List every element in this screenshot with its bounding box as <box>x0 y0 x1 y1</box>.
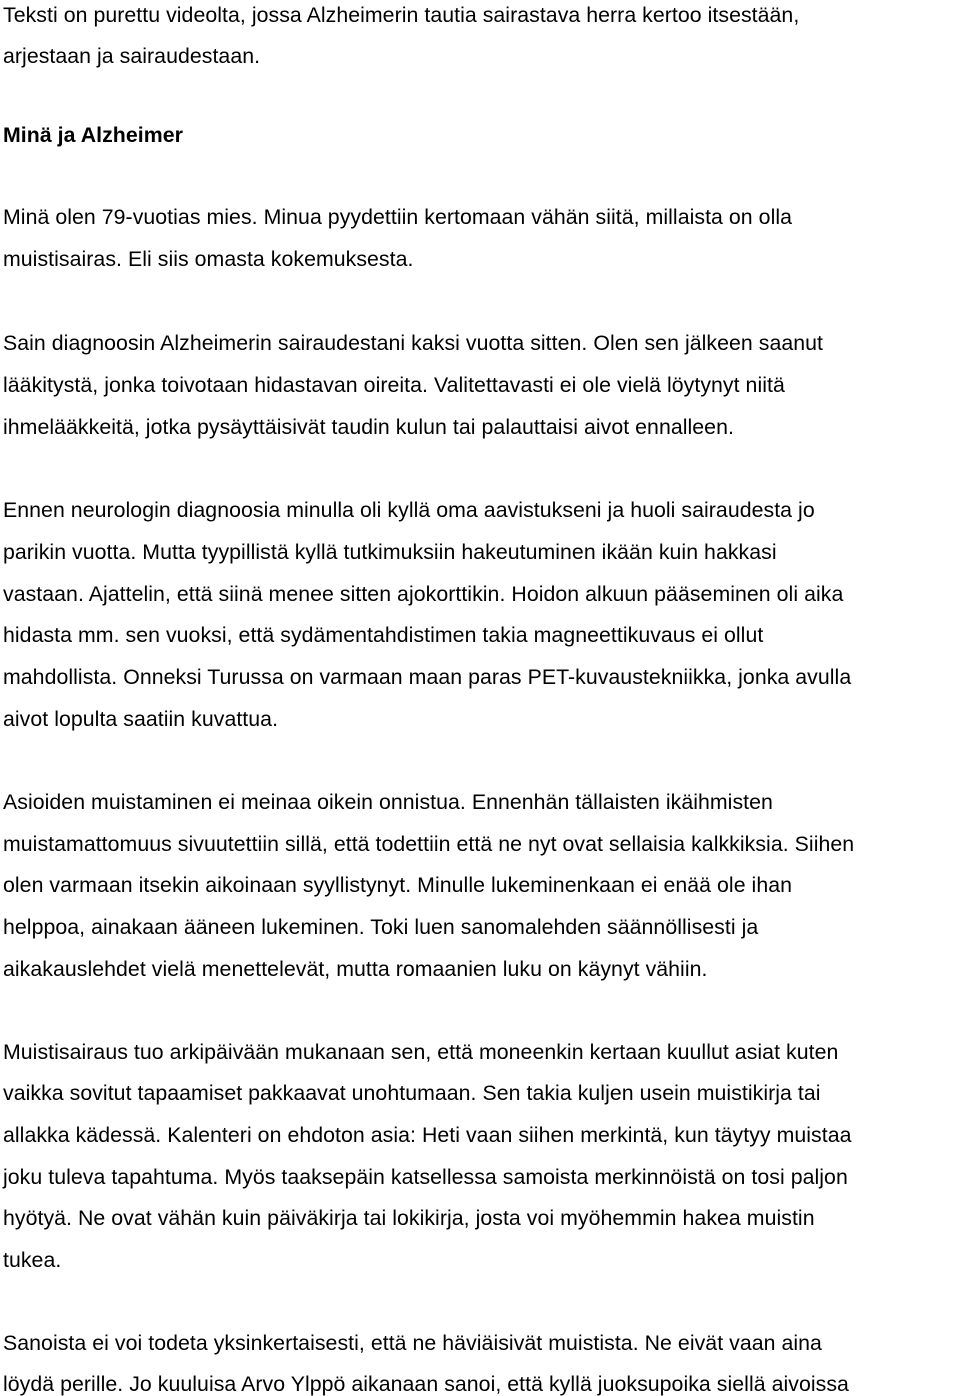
paragraph-3-line-2: parikin vuotta. Mutta tyypillistä kyllä tutkimuksiin hakeutuminen ikään kuin hakkasi <box>3 540 777 564</box>
paragraph-1-line-1: Minä olen 79-vuotias mies. Minua pyydettiin kertomaan vähän siitä, millaista on olla <box>3 205 793 229</box>
paragraph-3-line-3: vastaan. Ajattelin, että siinä menee sitten ajokorttikin. Hoidon alkuun pääseminen oli aika <box>3 582 844 606</box>
paragraph-3-line-6: aivot lopulta saatiin kuvattua. <box>3 707 279 731</box>
paragraph-5-line-4: joku tuleva tapahtuma. Myös taaksepäin katsellessa samoista merkinnöistä on tosi paljon <box>3 1165 848 1189</box>
paragraph-5-line-1: Muistisairaus tuo arkipäivään mukanaan sen, että moneenkin kertaan kuullut asiat kuten <box>3 1040 839 1064</box>
intro-line-1: Teksti on purettu videolta, jossa Alzheimerin tautia sairastava herra kertoo itsestään, <box>3 3 800 27</box>
paragraph-5-line-2: vaikka sovitut tapaamiset pakkaavat unohtumaan. Sen takia kuljen usein muistikirja tai <box>3 1081 821 1105</box>
paragraph-4-line-2: muistamattomuus sivuutettiin sillä, että todettiin että ne nyt ovat sellaisia kalkkiksia. Siihen <box>3 832 855 856</box>
paragraph-5-line-3: allakka kädessä. Kalenteri on ehdoton asia: Heti vaan siihen merkintä, kun täytyy muistaa <box>3 1123 852 1147</box>
paragraph-3-line-5: mahdollista. Onneksi Turussa on varmaan maan paras PET-kuvaustekniikka, jonka avulla <box>3 665 852 689</box>
paragraph-4-line-5: aikakauslehdet vielä menettelevät, mutta romaanien luku on käynyt vähiin. <box>3 957 708 981</box>
paragraph-6-line-2: löydä perille. Jo kuuluisa Arvo Ylppö aikanaan sanoi, että kyllä juoksupoika siellä aivoissa <box>3 1372 849 1396</box>
paragraph-4-line-4: helppoa, ainakaan ääneen lukeminen. Toki luen sanomalehden säännöllisesti ja <box>3 915 759 939</box>
paragraph-6-line-1: Sanoista ei voi todeta yksinkertaisesti, että ne häviäisivät muistista. Ne eivät vaan aina <box>3 1331 822 1355</box>
paragraph-2-line-2: lääkitystä, jonka toivotaan hidastavan oireita. Valitettavasti ei ole vielä löytynyt niitä <box>3 373 785 397</box>
paragraph-2-line-1: Sain diagnoosin Alzheimerin sairaudestani kaksi vuotta sitten. Olen sen jälkeen saanut <box>3 331 823 355</box>
paragraph-3-line-1: Ennen neurologin diagnoosia minulla oli kyllä oma aavistukseni ja huoli sairaudesta jo <box>3 498 815 522</box>
paragraph-1-line-2: muistisairas. Eli siis omasta kokemuksesta. <box>3 247 414 271</box>
paragraph-4-line-1: Asioiden muistaminen ei meinaa oikein onnistua. Ennenhän tällaisten ikäihmisten <box>3 790 773 814</box>
paragraph-2-line-3: ihmelääkkeitä, jotka pysäyttäisivät taudin kulun tai palauttaisi aivot ennalleen. <box>3 415 734 439</box>
paragraph-3-line-4: hidasta mm. sen vuoksi, että sydämentahdistimen takia magneettikuvaus ei ollut <box>3 623 764 647</box>
paragraph-4-line-3: olen varmaan itsekin aikoinaan syyllistynyt. Minulle lukeminenkaan ei enää ole ihan <box>3 873 793 897</box>
paragraph-5-line-6: tukea. <box>3 1248 62 1272</box>
paragraph-5-line-5: hyötyä. Ne ovat vähän kuin päiväkirja tai lokikirja, josta voi myöhemmin hakea muistin <box>3 1206 815 1230</box>
intro-line-2: arjestaan ja sairaudestaan. <box>3 44 261 68</box>
document-heading: Minä ja Alzheimer <box>3 123 183 147</box>
